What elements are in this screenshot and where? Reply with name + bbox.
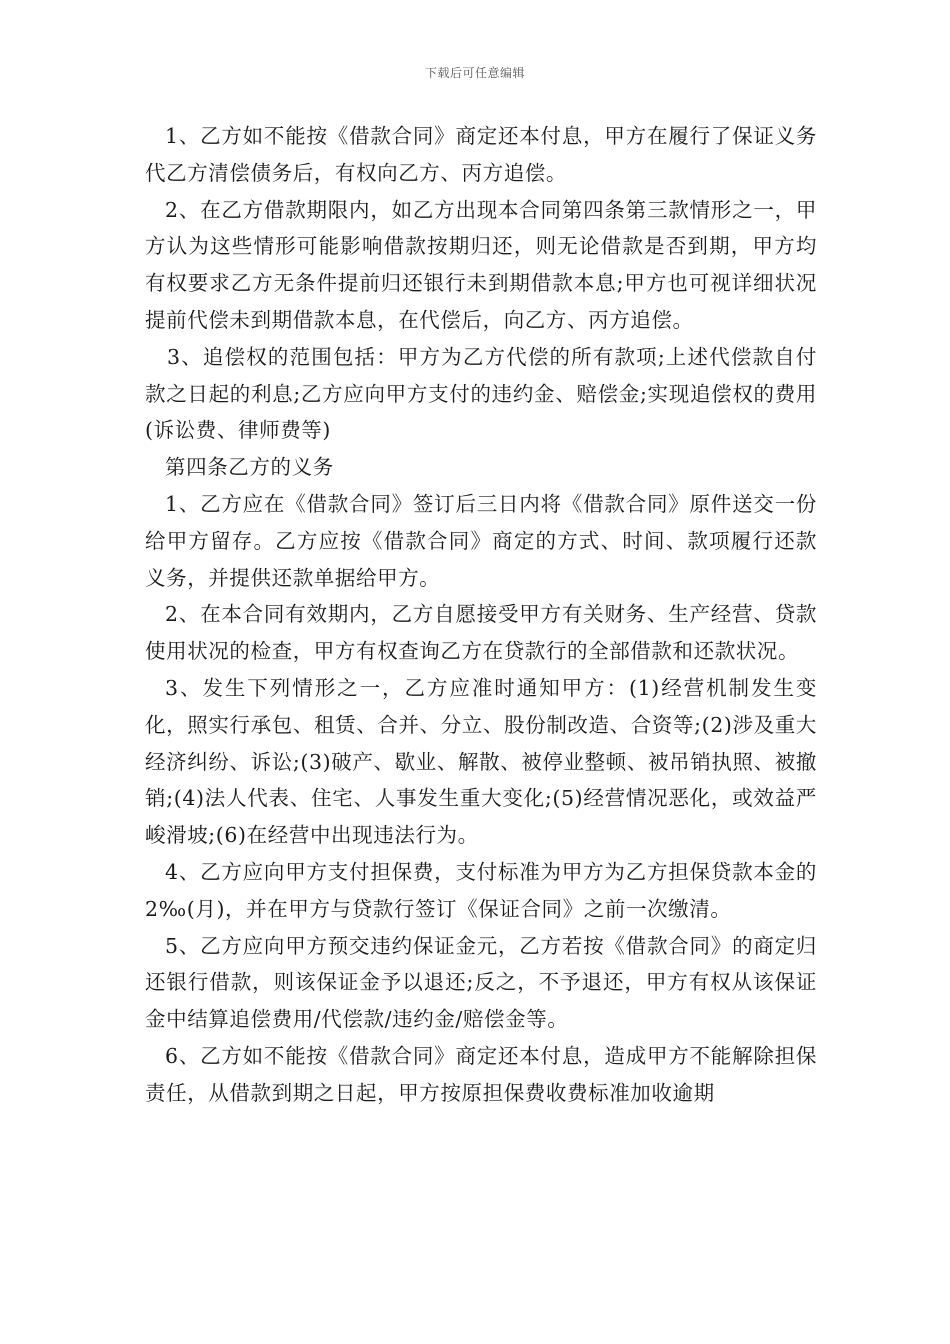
- paragraph-clause-3-3: 3、追偿权的范围包括：甲方为乙方代偿的所有款项;上述代偿款自付款之日起的利息;乙方应向甲方支付的违约金、赔偿金;实现追偿权的费用(诉讼费、律师费等): [145, 344, 817, 443]
- paragraph-clause-4-3: 3、发生下列情形之一，乙方应准时通知甲方：(1)经营机制发生变化，照实行承包、租赁、合并、分立、股份制改造、合资等;(2)涉及重大经济纠纷、诉讼;(3)破产、歇业、解散、被停业整顿、被吊销执照、被撤销;(4)法人代表、住宅、人事发生重大变化;(5)经营情况恶化，或效益严峻滑坡;(6)在经营中出现违法行为。: [145, 675, 817, 848]
- page-header: 下载后可任意编辑: [424, 66, 525, 80]
- paragraph-clause-4-2: 2、在本合同有效期内，乙方自愿接受甲方有关财务、生产经营、贷款使用状况的检查，甲方有权查询乙方在贷款行的全部借款和还款状况。: [145, 602, 817, 664]
- paragraph-clause-3-1: 1、乙方如不能按《借款合同》商定还本付息，甲方在履行了保证义务代乙方清偿债务后，有权向乙方、丙方追偿。: [145, 124, 817, 185]
- paragraph-clause-4-6: 6、乙方如不能按《借款合同》商定还本付息，造成甲方不能解除担保责任，从借款到期之日起，甲方按原担保费收费标准加收逾期: [145, 1043, 817, 1105]
- paragraph-clause-4-5: 5、乙方应向甲方预交违约保证金元，乙方若按《借款合同》的商定归还银行借款，则该保证金予以退还;反之，不予退还，甲方有权从该保证金中结算追偿费用/代偿款/违约金/赔偿金等。: [145, 933, 817, 1032]
- document-body: [145, 118, 817, 1112]
- paragraph-clause-4-1: 1、乙方应在《借款合同》签订后三日内将《借款合同》原件送交一份给甲方留存。乙方应按《借款合同》商定的方式、时间、款项履行还款义务，并提供还款单据给甲方。: [145, 491, 817, 590]
- paragraph-clause-4-4: 4、乙方应向甲方支付担保费，支付标准为甲方为乙方担保贷款本金的2‰(月)，并在甲方与贷款行签订《保证合同》之前一次缴清。: [145, 859, 817, 921]
- section-heading-article-4: 第四条乙方的义务: [165, 455, 334, 480]
- paragraph-clause-3-2: 2、在乙方借款期限内，如乙方出现本合同第四条第三款情形之一，甲方认为这些情形可能影响借款按期归还，则无论借款是否到期，甲方均有权要求乙方无条件提前归还银行未到期借款本息;甲方也可视详细状况提前代偿未到期借款本息，在代偿后，向乙方、丙方追偿。: [145, 197, 817, 332]
